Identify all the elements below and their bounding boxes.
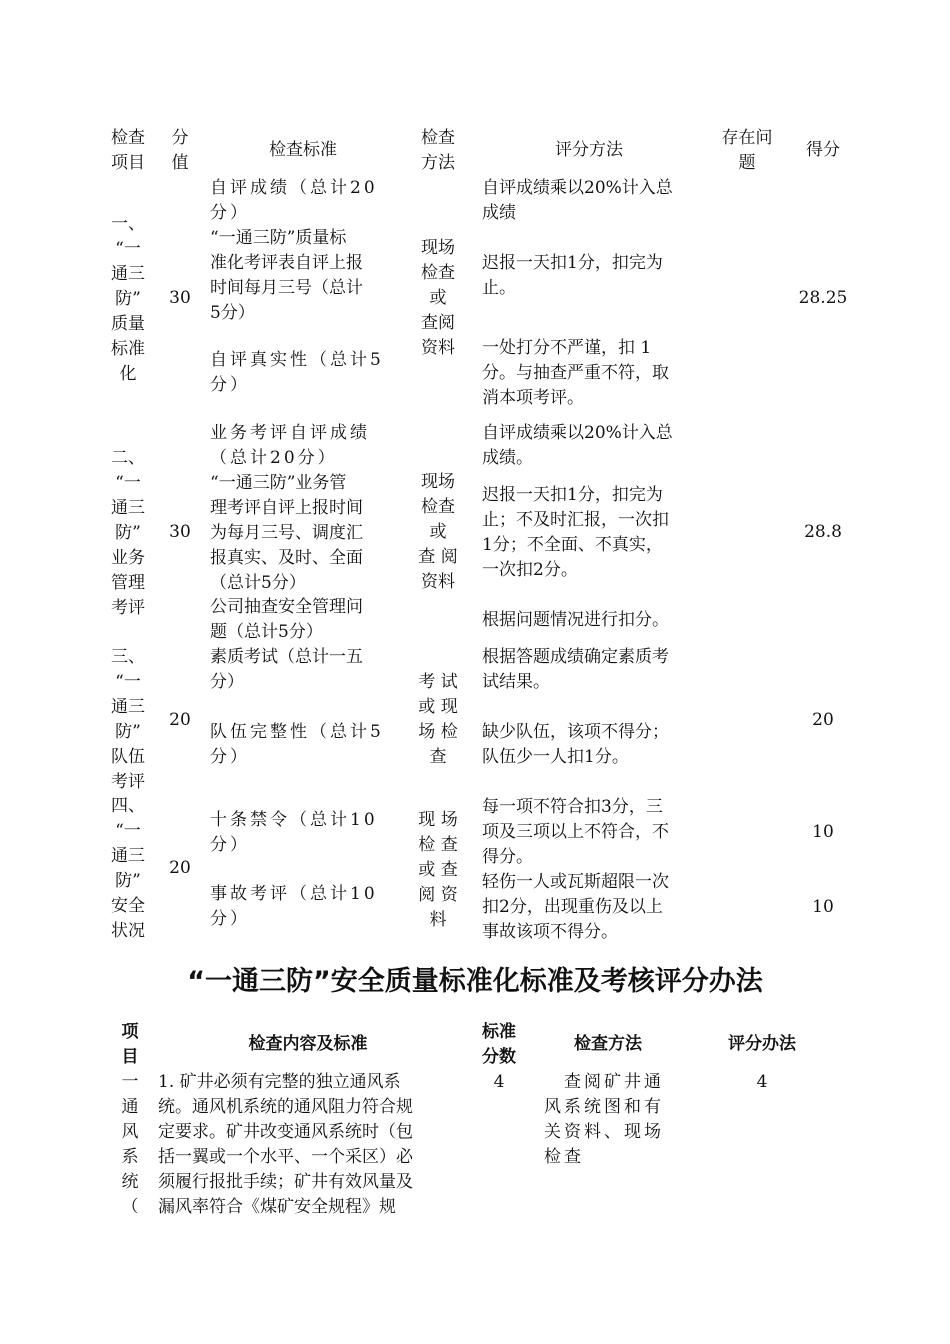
group2-row1-scoring: 自评成绩乘以20%计入总 成绩。: [482, 423, 673, 468]
group3-row2-standard: 队伍完整性（总计5 分）: [210, 722, 384, 767]
table2-header-scoring: 评分办法: [728, 1034, 796, 1054]
group2-item: 二、 “一 通三 防” 业务 管理 考评: [111, 448, 145, 618]
group3-score: 20: [169, 710, 191, 730]
group4-row2-scoring: 轻伤一人或瓦斯超限一次 扣2分，出现重伤及以上 事故该项不得分。: [482, 872, 669, 942]
table2-header-std-score: 标准 分数: [482, 1022, 516, 1067]
group4-method: 现 场 检 查 或 查 阅 资 料: [418, 810, 458, 930]
group3-row2-scoring: 缺少队伍，该项不得分； 队伍少一人扣1分。: [482, 722, 669, 767]
group2-row3-standard: 公司抽查安全管理问 题（总计5分）: [210, 597, 363, 642]
table2-row1-scoring: 4: [756, 1072, 768, 1092]
section-title: “一通三防”安全质量标准化标准及考核评分办法: [187, 966, 763, 997]
group4-row2-result: 10: [812, 897, 834, 917]
group1-row1-standard: 自评成绩（总计20 分）: [210, 178, 378, 223]
table2-header-item: 项 目: [121, 1022, 139, 1067]
group1-row2-standard: “一通三防”质量标 准化考评表自评上报 时间每月三号（总计 5分）: [210, 228, 363, 323]
header-problems: 存在问 题: [721, 128, 773, 173]
header-score: 分 值: [171, 128, 189, 173]
group2-row3-scoring: 根据问题情况进行扣分。: [482, 610, 669, 630]
group2-method: 现场 检查 或 查 阅 资料: [418, 472, 458, 592]
group2-row1-standard: 业务考评自评成绩 （总计20分）: [210, 423, 370, 468]
header-scoring: 评分方法: [555, 140, 623, 160]
group4-row2-standard: 事故考评（总计10 分）: [210, 884, 378, 929]
group3-row1-scoring: 根据答题成绩确定素质考 试结果。: [482, 647, 669, 692]
group4-item: 四、 “一 通三 防” 安全 状况: [111, 796, 145, 941]
group3-result: 20: [812, 710, 834, 730]
group2-row2-scoring: 迟报一天扣1分，扣完为 止；不及时汇报，一次扣 1分；不全面、不真实， 一次扣2分。: [482, 485, 669, 580]
group1-row3-standard: 自评真实性（总计5 分）: [210, 350, 384, 395]
header-result: 得分: [806, 140, 840, 160]
table2-row1-content: 1. 矿井必须有完整的独立通风系 统。通风机系统的通风阻力符合规 定要求。矿井改变通风系统时（包 括一翼或一个水平、一个采区）必 须履行报批手续；矿井有效风量及 漏风率符合《煤矿安全规程》规: [158, 1072, 413, 1217]
table2-row1-method: 查阅矿井通 风系统图和有 关资料、现场 检查: [544, 1072, 664, 1167]
group3-method: 考 试 或 现 场 检 查: [418, 672, 458, 767]
group4-row1-standard: 十条禁令（总计10 分）: [210, 810, 378, 855]
group4-row1-scoring: 每一项不符合扣3分，三 项及三项以上不符合，不 得分。: [482, 797, 669, 867]
group1-score: 30: [169, 288, 191, 308]
table2-row1-item: 一 通 风 系 统 （: [121, 1072, 139, 1217]
group1-method: 现场 检查 或 查阅 资料: [421, 238, 455, 358]
header-method: 检查 方法: [421, 128, 455, 173]
group3-row1-standard: 素质考试（总计一五 分）: [210, 647, 363, 692]
table2-header-content: 检查内容及标准: [248, 1034, 368, 1054]
group1-row2-scoring: 迟报一天扣1分，扣完为 止。: [482, 253, 663, 298]
group1-result: 28.25: [798, 288, 848, 308]
group1-row3-scoring: 一处打分不严谨，扣 1 分。与抽查严重不符，取 消本项考评。: [482, 338, 669, 408]
group3-item: 三、 “一 通三 防” 队伍 考评: [111, 647, 145, 792]
header-standard: 检查标准: [269, 140, 337, 160]
group2-result: 28.8: [804, 522, 842, 542]
group1-row1-scoring: 自评成绩乘以20%计入总 成绩: [482, 178, 673, 223]
header-item: 检查 项目: [111, 128, 145, 173]
group4-row1-result: 10: [812, 822, 834, 842]
group2-score: 30: [169, 522, 191, 542]
group1-item: 一、 “一 通三 防” 质量 标准 化: [111, 214, 145, 384]
table2-header-method: 检查方法: [574, 1034, 642, 1054]
group4-score: 20: [169, 858, 191, 878]
group2-row2-standard: “一通三防”业务管 理考评自评上报时间 为每月三号、调度汇 报真实、及时、全面 （总计5分）: [210, 473, 363, 593]
table2-row1-std-score: 4: [493, 1072, 505, 1092]
